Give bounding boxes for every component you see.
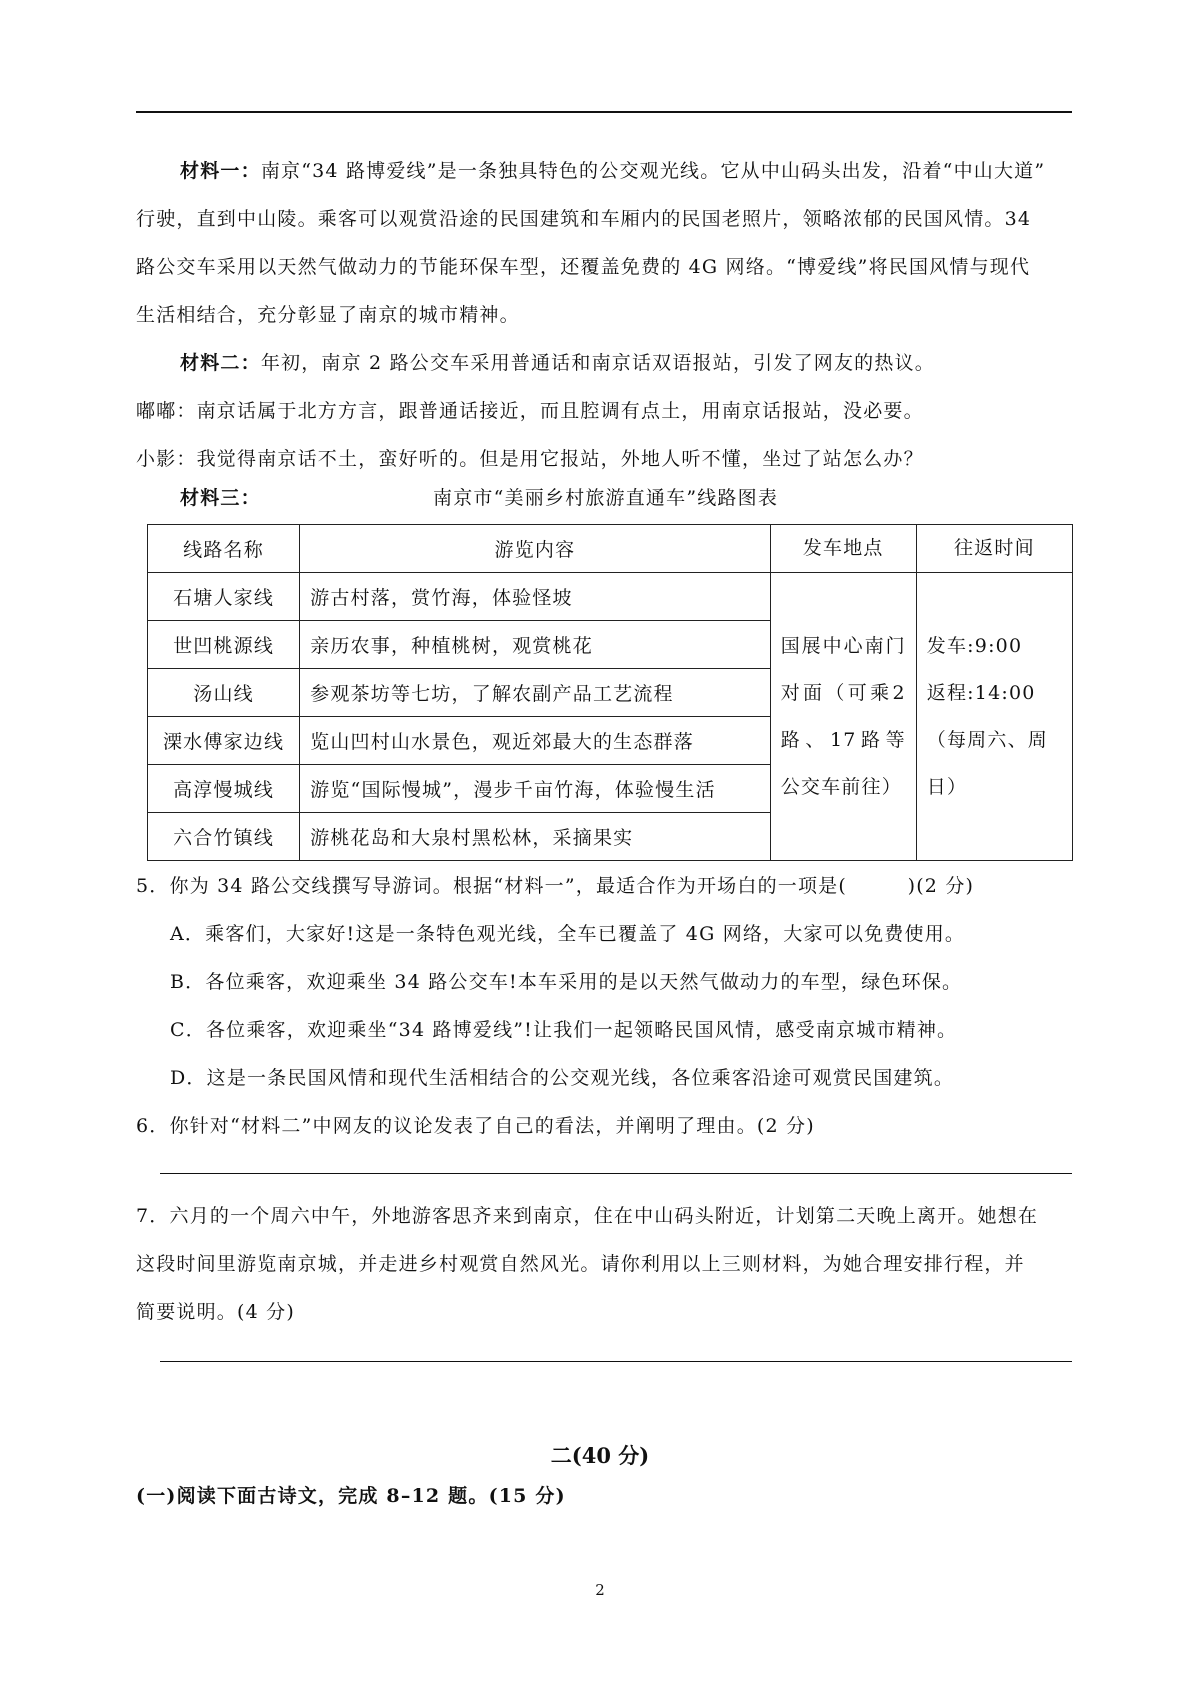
- route-content: 游览“国际慢城”，漫步千亩竹海，体验慢生活: [300, 765, 771, 813]
- table-row: [148, 573, 1073, 621]
- route-content: 游桃花岛和大泉村黑松林，采摘果实: [300, 813, 771, 861]
- material1-label: 材料一：: [180, 160, 261, 182]
- q5-option-a: A．乘客们，大家好!这是一条特色观光线，全车已覆盖了 4G 网络，大家可以免费使用。: [170, 923, 966, 945]
- header-departure: 发车地点: [770, 525, 916, 573]
- route-name: 汤山线: [148, 669, 300, 717]
- time-line-1: 发车:9:00: [926, 634, 1023, 657]
- material1-line-3: 路公交车采用以天然气做动力的节能环保车型，还覆盖免费的 4G 网络。“博爱线”将民国风情与现代: [136, 256, 1031, 278]
- route-content: 亲历农事，种植桃树，观赏桃花: [300, 621, 771, 669]
- section2-subheading: (一)阅读下面古诗文，完成 8–12 题。(15 分): [136, 1485, 566, 1507]
- route-table: [147, 524, 1073, 861]
- material1-line-4: 生活相结合，充分彰显了南京的城市精神。: [136, 304, 520, 326]
- header-time: 往返时间: [916, 525, 1072, 573]
- route-name: 六合竹镇线: [148, 813, 300, 861]
- header-route-name: 线路名称: [148, 525, 300, 573]
- table-header-row: [148, 525, 1073, 573]
- route-content: 览山凹村山水景色，观近郊最大的生态群落: [300, 717, 771, 765]
- material2-line: 材料二：年初，南京 2 路公交车采用普通话和南京话双语报站，引发了网友的热议。: [180, 352, 935, 374]
- q6-stem: 6．你针对“材料二”中网友的议论发表了自己的看法，并阐明了理由。(2 分): [136, 1115, 815, 1137]
- time-line-4: 日）: [926, 775, 968, 798]
- page-number: 2: [595, 1581, 605, 1599]
- material3-label: 材料三：: [180, 487, 261, 509]
- q7-line-1: 7．六月的一个周六中午，外地游客思齐来到南京，住在中山码头附近，计划第二天晚上离开。她想在: [136, 1205, 1039, 1227]
- route-name: 石塘人家线: [148, 573, 300, 621]
- q5-stem: 5．你为 34 路公交线撰写导游词。根据“材料一”，最适合作为开场白的一项是( )(2 分): [136, 875, 975, 897]
- round-trip-time: [916, 573, 1072, 861]
- q5-option-c: C．各位乘客，欢迎乘坐“34 路博爱线”!让我们一起领略民国风情，感受南京城市精神。: [170, 1019, 958, 1041]
- route-name: 溧水傅家边线: [148, 717, 300, 765]
- q7-answer-line[interactable]: [160, 1361, 1072, 1362]
- material1-line-2: 行驶，直到中山陵。乘客可以观赏沿途的民国建筑和车厢内的民国老照片，领略浓郁的民国风情。34: [136, 208, 1032, 230]
- route-content: 参观茶坊等七坊，了解农副产品工艺流程: [300, 669, 771, 717]
- q5-option-d: D．这是一条民国风情和现代生活相结合的公交观光线，各位乘客沿途可观赏民国建筑。: [170, 1067, 955, 1089]
- header-content: 游览内容: [300, 525, 771, 573]
- departure-place: 国展中心南门对面（可乘2路、17路等公交车前往）: [770, 573, 916, 861]
- q7-line-3: 简要说明。(4 分): [136, 1301, 295, 1323]
- material1-line-1: 材料一：南京“34 路博爱线”是一条独具特色的公交观光线。它从中山码头出发，沿着“中山大道”: [180, 160, 1046, 182]
- section2-heading: 二(40 分): [550, 1443, 650, 1468]
- q6-answer-line[interactable]: [160, 1173, 1072, 1174]
- route-name: 高淳慢城线: [148, 765, 300, 813]
- q7-line-2: 这段时间里游览南京城，并走进乡村观赏自然风光。请你利用以上三则材料，为她合理安排行程，并: [136, 1253, 1025, 1275]
- table-title: 南京市“美丽乡村旅游直通车”线路图表: [433, 487, 779, 509]
- comment-xiaoying: 小影：我觉得南京话不土，蛮好听的。但是用它报站，外地人听不懂，坐过了站怎么办？: [136, 448, 924, 470]
- material2-label: 材料二：: [180, 352, 261, 374]
- comment-dudu: 嘟嘟：南京话属于北方方言，跟普通话接近，而且腔调有点土，用南京话报站，没必要。: [136, 400, 924, 422]
- time-line-3: （每周六、周: [926, 728, 1048, 751]
- route-name: 世凹桃源线: [148, 621, 300, 669]
- route-content: 游古村落，赏竹海，体验怪坡: [300, 573, 771, 621]
- top-rule: [136, 111, 1072, 113]
- q5-option-b: B．各位乘客，欢迎乘坐 34 路公交车!本车采用的是以天然气做动力的车型，绿色环保。: [170, 971, 963, 993]
- time-line-2: 返程:14:00: [926, 681, 1036, 704]
